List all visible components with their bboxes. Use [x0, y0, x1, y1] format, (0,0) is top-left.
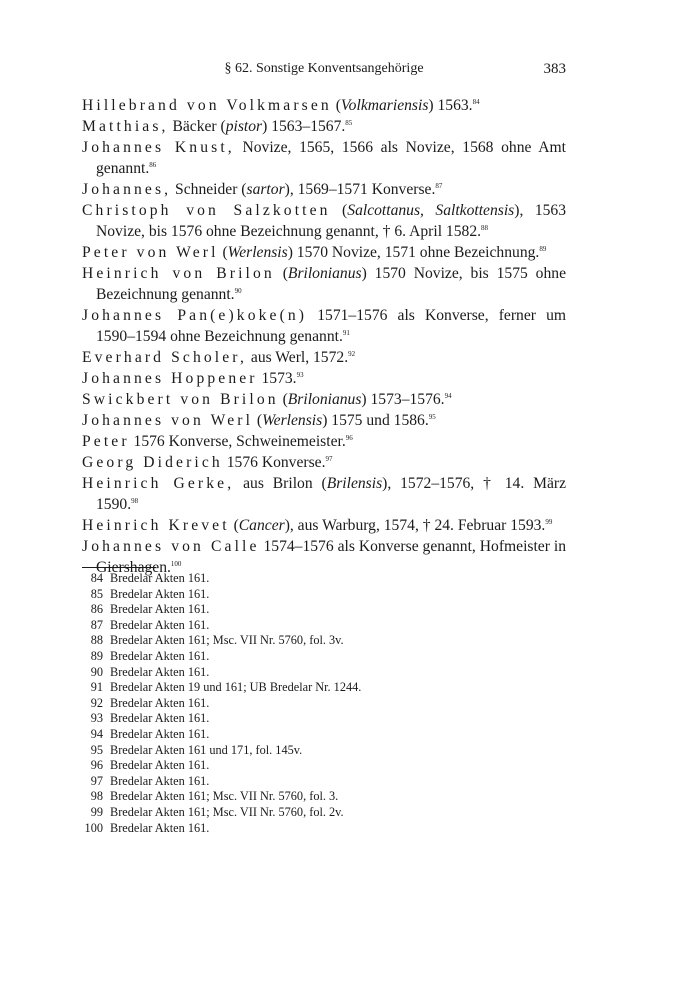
person-name: Johannes Pan(e)koke(n) — [82, 307, 308, 324]
footnote — [82, 587, 566, 603]
entry-text: 1574–1576 als Konverse genannt, Hofmeister in Giershagen. — [96, 538, 566, 576]
entry-text: ( — [330, 202, 348, 219]
footnote-number: 91 — [90, 680, 103, 695]
footnote-number: 93 — [90, 711, 103, 726]
footnote-text: Bredelar Akten 161. — [110, 711, 210, 726]
entry-text: ) 1570 Novize, 1571 ohne Bezeichnung. — [287, 244, 540, 261]
footnote-number: 94 — [90, 726, 103, 741]
footnote — [82, 618, 566, 634]
footnote-text: Bredelar Akten 161. — [110, 571, 210, 585]
person-entry — [82, 116, 566, 137]
footnote — [82, 805, 566, 821]
person-entry — [82, 179, 566, 200]
person-name: Heinrich von Brilon — [82, 265, 275, 282]
entry-text: 1573. — [257, 370, 297, 387]
footnote — [82, 680, 566, 696]
entry-text: ( — [253, 412, 263, 429]
footnote-number: 89 — [90, 648, 103, 663]
latin-name: Werlensis — [262, 412, 323, 429]
footnote-ref: 100 — [170, 560, 182, 568]
entry-text: ( — [278, 391, 288, 408]
footnote-text: Bredelar Akten 161. — [110, 695, 210, 710]
footnote-number: 87 — [90, 617, 103, 632]
footnote-number: 90 — [90, 664, 103, 679]
footnote-ref: 91 — [342, 329, 350, 337]
footnote-text: Bredelar Akten 161; Msc. VII Nr. 5760, fol. 3. — [110, 789, 339, 804]
entry-text: ), 1569–1571 Konverse. — [284, 181, 436, 198]
entry-list — [82, 95, 566, 578]
footnote-text: Bredelar Akten 161. — [110, 617, 210, 632]
running-title: § 62. Sonstige Konventsangehörige — [224, 61, 424, 76]
footnote — [82, 774, 566, 790]
footnote — [82, 743, 566, 759]
footnote-ref: 87 — [435, 182, 443, 190]
entry-text: aus Brilon ( — [234, 475, 327, 492]
person-entry — [82, 452, 566, 473]
footnote-ref: 84 — [472, 98, 480, 106]
person-entry — [82, 200, 566, 242]
footnote-number: 84 — [90, 571, 103, 585]
footnote-list — [82, 571, 566, 836]
person-name: Johannes Hoppener — [82, 370, 258, 387]
person-name: Johannes von Calle — [82, 538, 260, 555]
footnote-text: Bredelar Akten 161. — [110, 758, 210, 773]
latin-name: Cancer — [238, 517, 285, 534]
latin-name: Volkmariensis — [340, 97, 429, 114]
footnote-text: Bredelar Akten 161. — [110, 726, 210, 741]
footnote-text: Bredelar Akten 19 und 161; UB Bredelar Nr. 1244. — [110, 680, 362, 695]
latin-name: Brilonianus — [287, 391, 362, 408]
footnote — [82, 649, 566, 665]
entry-text: Novize, 1565, 1566 als Novize, 1568 ohne Amt genannt. — [96, 139, 566, 177]
entry-text: ( — [331, 97, 341, 114]
person-name: Christoph von Salzkotten — [82, 202, 331, 219]
person-name: Peter von Werl — [82, 244, 219, 261]
footnote-ref: 88 — [481, 224, 489, 232]
footnote-ref: 95 — [428, 413, 436, 421]
footnote — [82, 711, 566, 727]
entry-text: ( — [229, 517, 239, 534]
footnote-ref: 85 — [345, 119, 353, 127]
person-entry — [82, 410, 566, 431]
entry-text: 1576 Konverse. — [222, 454, 326, 471]
person-entry — [82, 305, 566, 347]
footnote-ref: 94 — [444, 392, 452, 400]
footnote — [82, 633, 566, 649]
latin-name: Brilonianus — [287, 265, 362, 282]
person-entry — [82, 389, 566, 410]
latin-name: Werlensis — [227, 244, 288, 261]
person-entry — [82, 473, 566, 515]
person-name: Johannes, — [82, 181, 172, 198]
page-number: 383 — [543, 61, 566, 77]
footnote-ref: 92 — [348, 350, 356, 358]
footnote-text: Bredelar Akten 161. — [110, 820, 210, 835]
entry-text: ) 1570 Novize, bis 1575 ohne Bezeichnung genannt. — [96, 265, 566, 303]
person-name: Matthias, — [82, 118, 169, 135]
footnote — [82, 602, 566, 618]
footnote-text: Bredelar Akten 161. — [110, 586, 210, 601]
entry-text: ) 1563. — [428, 97, 473, 114]
footnote — [82, 758, 566, 774]
entry-text: 1571–1576 als Konverse, ferner um 1590–1594 ohne Bezeichnung genannt. — [96, 307, 566, 345]
footnote-number: 88 — [90, 633, 103, 648]
entry-text: ), aus Warburg, 1574, † 24. Februar 1593. — [284, 517, 546, 534]
person-entry — [82, 431, 566, 452]
footnote-number: 98 — [90, 789, 103, 804]
latin-name: Brilensis — [326, 475, 383, 492]
footnote-ref: 97 — [325, 455, 333, 463]
footnote-ref: 93 — [296, 371, 304, 379]
person-name: Peter — [82, 433, 130, 450]
entry-text: ), 1572–1576, † 14. März 1590. — [96, 475, 566, 513]
footnote-ref: 99 — [545, 518, 553, 526]
person-entry — [82, 515, 566, 536]
footnote-ref: 98 — [131, 497, 139, 505]
footnote-text: Bredelar Akten 161; Msc. VII Nr. 5760, fol. 3v. — [110, 633, 344, 648]
person-entry — [82, 137, 566, 179]
footnote-text: Bredelar Akten 161. — [110, 664, 210, 679]
latin-name: Salcottanus, Saltkottensis — [347, 202, 515, 219]
footnote — [82, 727, 566, 743]
footnote — [82, 789, 566, 805]
footnote-ref: 90 — [234, 287, 242, 295]
footnote — [82, 571, 566, 587]
footnote — [82, 665, 566, 681]
footnote-text: Bredelar Akten 161; Msc. VII Nr. 5760, fol. 2v. — [110, 804, 344, 819]
entry-text: Schneider ( — [171, 181, 247, 198]
entry-text: ) 1575 und 1586. — [322, 412, 429, 429]
footnote-number: 85 — [90, 586, 103, 601]
footnote-number: 95 — [90, 742, 103, 757]
person-name: Johannes Knust, — [82, 139, 235, 156]
footnote-ref: 96 — [345, 434, 353, 442]
footnote-text: Bredelar Akten 161. — [110, 602, 210, 617]
person-name: Everhard Scholer, — [82, 349, 247, 366]
person-name: Johannes von Werl — [82, 412, 254, 429]
person-entry — [82, 263, 566, 305]
entry-text: Bäcker ( — [168, 118, 226, 135]
person-entry — [82, 95, 566, 116]
footnote-number: 100 — [84, 820, 103, 835]
footnote — [82, 696, 566, 712]
footnote-rule — [82, 567, 156, 568]
entry-text: aus Werl, 1572. — [247, 349, 349, 366]
entry-text: ( — [218, 244, 228, 261]
entry-text: ( — [274, 265, 288, 282]
person-name: Georg Diderich — [82, 454, 223, 471]
footnote-number: 97 — [90, 773, 103, 788]
footnote-number: 86 — [90, 602, 103, 617]
footnote-number: 96 — [90, 758, 103, 773]
footnote-text: Bredelar Akten 161 und 171, fol. 145v. — [110, 742, 303, 757]
person-name: Heinrich Gerke, — [82, 475, 235, 492]
latin-name: sartor — [246, 181, 285, 198]
entry-text: ) 1573–1576. — [361, 391, 445, 408]
footnote — [82, 821, 566, 837]
footnote-ref: 89 — [539, 245, 547, 253]
person-name: Hillebrand von Volkmarsen — [82, 97, 332, 114]
footnote-number: 92 — [90, 695, 103, 710]
person-entry — [82, 242, 566, 263]
page-header — [82, 61, 566, 81]
person-entry — [82, 347, 566, 368]
entry-text: ) 1563–1567. — [262, 118, 346, 135]
person-entry — [82, 368, 566, 389]
latin-name: pistor — [225, 118, 263, 135]
footnote-text: Bredelar Akten 161. — [110, 773, 210, 788]
entry-text: 1576 Konverse, Schweinemeister. — [129, 433, 346, 450]
footnote-number: 99 — [90, 804, 103, 819]
footnote-ref: 86 — [149, 161, 157, 169]
person-name: Heinrich Krevet — [82, 517, 230, 534]
entry-text: ), 1563 Novize, bis 1576 ohne Bezeichnung genannt, † 6. April 1582. — [96, 202, 567, 240]
footnote-text: Bredelar Akten 161. — [110, 648, 210, 663]
person-name: Swickbert von Brilon — [82, 391, 279, 408]
